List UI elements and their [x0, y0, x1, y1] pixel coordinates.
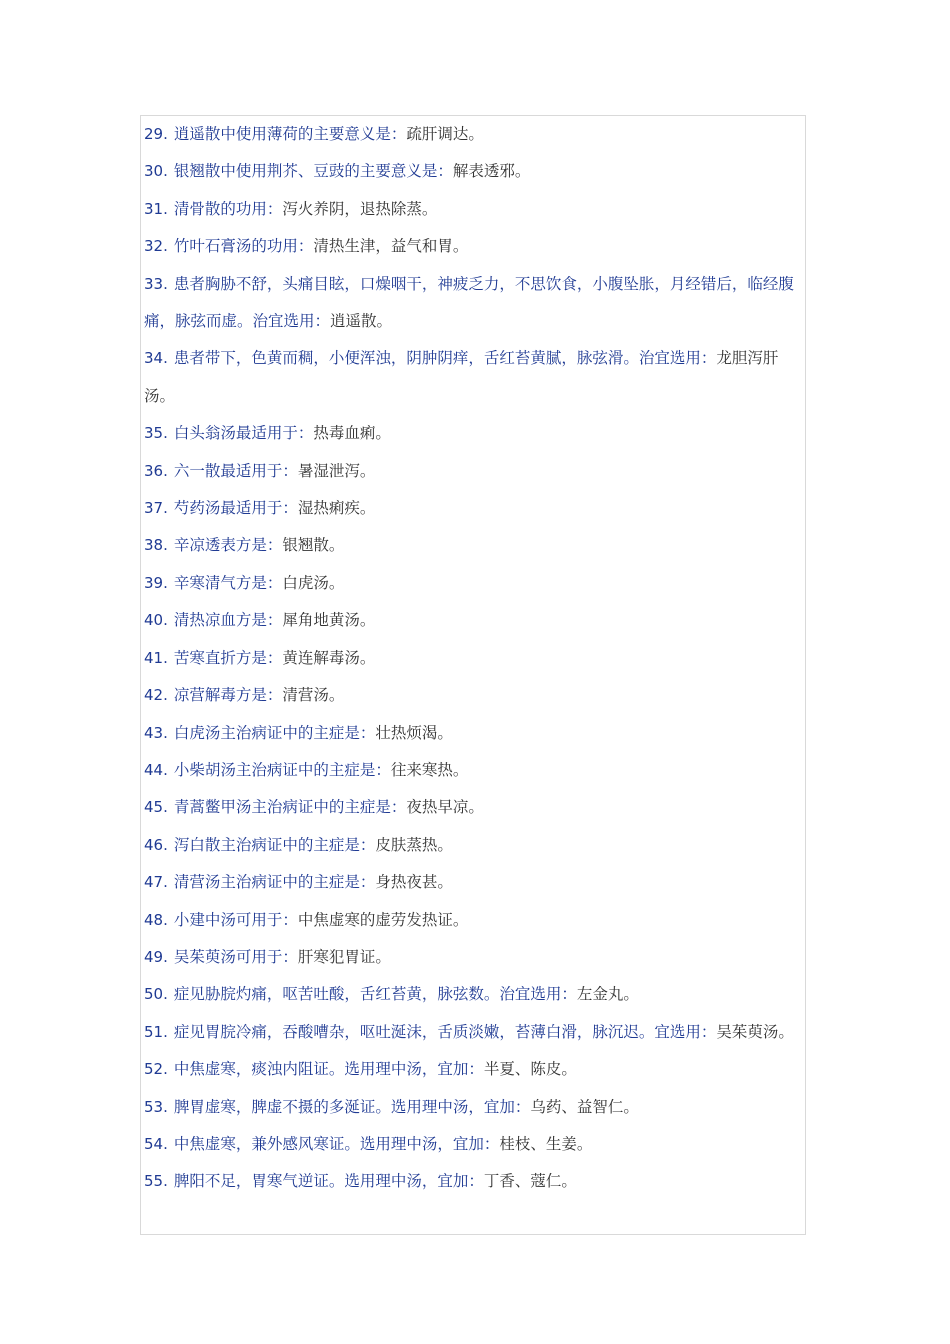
entry-answer: 清营汤。: [282, 686, 345, 705]
qa-entry: [144, 976, 799, 1013]
qa-entry: [144, 1089, 799, 1126]
entry-question: 苦寒直折方是：: [173, 648, 283, 667]
entry-number: 48.: [144, 910, 168, 929]
entry-number: 53.: [144, 1097, 168, 1116]
entry-answer: 逍遥散。: [330, 312, 393, 331]
entry-number: 33.: [144, 274, 168, 293]
entry-number: 31.: [144, 199, 168, 218]
qa-list: [144, 116, 799, 1201]
entry-question: 症见胁脘灼痛，呕苦吐酸，舌红苔黄，脉弦数。治宜选用：: [173, 985, 577, 1004]
entry-answer: 夜热早凉。: [406, 798, 484, 817]
entry-number: 51.: [144, 1022, 168, 1041]
entry-question: 青蒿鳖甲汤主治病证中的主症是：: [173, 798, 407, 817]
entry-question: 白虎汤主治病证中的主症是：: [173, 723, 376, 742]
entry-question: 症见胃脘冷痛，吞酸嘈杂，呕吐涎沫，舌质淡嫩，苔薄白滑，脉沉迟。宜选用：: [173, 1022, 717, 1041]
qa-entry: [144, 715, 799, 752]
qa-entry: [144, 939, 799, 976]
qa-entry: [144, 527, 799, 564]
entry-number: 36.: [144, 461, 168, 480]
qa-entry: [144, 602, 799, 639]
entry-question: 银翘散中使用荆芥、豆豉的主要意义是：: [173, 162, 453, 181]
entry-number: 52.: [144, 1060, 168, 1079]
entry-answer: 壮热烦渴。: [375, 723, 453, 742]
entry-answer: 泻火养阴，退热除蒸。: [282, 199, 438, 218]
entry-question: 清营汤主治病证中的主症是：: [173, 873, 376, 892]
entry-question: 吴茱萸汤可用于：: [173, 947, 298, 966]
entry-answer: 身热夜甚。: [375, 873, 453, 892]
entry-answer: 白虎汤。: [282, 573, 345, 592]
entry-answer: 皮肤蒸热。: [375, 835, 453, 854]
qa-entry: [144, 340, 799, 415]
qa-entry: [144, 1014, 799, 1051]
qa-entry: [144, 640, 799, 677]
entry-number: 44.: [144, 760, 168, 779]
entry-answer: 半夏、陈皮。: [483, 1060, 577, 1079]
entry-number: 47.: [144, 873, 168, 892]
entry-answer: 解表透邪。: [452, 162, 531, 181]
entry-number: 34.: [144, 349, 168, 368]
entry-question: 清骨散的功用：: [173, 199, 283, 218]
qa-entry: [144, 490, 799, 527]
entry-question: 脾胃虚寒，脾虚不摄的多涎证。选用理中汤，宜加：: [173, 1097, 531, 1116]
entry-question: 泻白散主治病证中的主症是：: [173, 835, 376, 854]
entry-answer: 热毒血痢。: [313, 424, 391, 443]
qa-entry: [144, 153, 799, 190]
qa-entry: [144, 415, 799, 452]
entry-question: 患者带下，色黄而稠，小便浑浊，阴肿阴痒，舌红苔黄腻，脉弦滑。治宜选用：: [173, 349, 717, 368]
entry-number: 49.: [144, 947, 168, 966]
entry-question: 凉营解毒方是：: [173, 686, 283, 705]
entry-number: 42.: [144, 686, 168, 705]
entry-answer: 黄连解毒汤。: [282, 648, 376, 667]
qa-entry: [144, 864, 799, 901]
qa-entry: [144, 565, 799, 602]
qa-entry: [144, 677, 799, 714]
entry-answer: 暑湿泄泻。: [297, 461, 376, 480]
entry-question: 逍遥散中使用薄荷的主要意义是：: [173, 125, 407, 143]
entry-number: 55.: [144, 1172, 168, 1191]
entry-question: 中焦虚寒，兼外感风寒证。选用理中汤，宜加：: [173, 1134, 500, 1153]
entry-number: 40.: [144, 611, 168, 630]
entry-number: 41.: [144, 648, 168, 667]
entry-answer: 疏肝调达。: [406, 125, 484, 143]
entry-number: 50.: [144, 985, 168, 1004]
qa-entry: [144, 1163, 799, 1200]
entry-answer: 中焦虚寒的虚劳发热证。: [297, 910, 469, 929]
entry-number: 45.: [144, 798, 168, 817]
entry-answer: 桂枝、生姜。: [499, 1134, 593, 1153]
entry-number: 38.: [144, 536, 168, 555]
entry-answer: 犀角地黄汤。: [282, 611, 376, 630]
entry-answer: 湿热痢疾。: [297, 499, 376, 518]
qa-entry: [144, 789, 799, 826]
entry-question: 辛凉透表方是：: [173, 536, 283, 555]
entry-number: 29.: [144, 125, 168, 143]
document-frame: [140, 115, 806, 1235]
qa-entry: [144, 228, 799, 265]
qa-entry: [144, 1051, 799, 1088]
entry-answer: 肝寒犯胃证。: [297, 947, 391, 966]
qa-entry: [144, 1126, 799, 1163]
entry-number: 39.: [144, 573, 168, 592]
entry-question: 脾阳不足，胃寒气逆证。选用理中汤，宜加：: [173, 1172, 484, 1191]
qa-entry: [144, 191, 799, 228]
entry-number: 46.: [144, 835, 168, 854]
entry-number: 43.: [144, 723, 168, 742]
entry-answer: 龙胆泻肝汤。: [144, 349, 779, 405]
qa-entry: [144, 453, 799, 490]
entry-number: 54.: [144, 1134, 168, 1153]
entry-question: 清热凉血方是：: [173, 611, 283, 630]
entry-question: 患者胸胁不舒，头痛目眩，口燥咽干，神疲乏力，不思饮食，小腹坠胀，月经错后，临经腹痛，脉弦而虚。治宜选用：: [144, 274, 794, 331]
entry-number: 30.: [144, 162, 168, 181]
entry-question: 辛寒清气方是：: [173, 573, 283, 592]
entry-answer: 银翘散。: [282, 536, 345, 555]
qa-entry: [144, 827, 799, 864]
entry-question: 中焦虚寒，痰浊内阻证。选用理中汤，宜加：: [173, 1060, 484, 1079]
entry-question: 白头翁汤最适用于：: [173, 424, 314, 443]
qa-entry: [144, 752, 799, 789]
entry-question: 小柴胡汤主治病证中的主症是：: [173, 760, 391, 779]
entry-answer: 往来寒热。: [390, 760, 469, 779]
entry-answer: 乌药、益智仁。: [530, 1097, 639, 1116]
entry-number: 32.: [144, 237, 168, 256]
entry-number: 37.: [144, 499, 168, 518]
entry-number: 35.: [144, 424, 168, 443]
entry-question: 小建中汤可用于：: [173, 910, 298, 929]
qa-entry: [144, 266, 799, 341]
qa-entry: [144, 116, 799, 153]
entry-answer: 丁香、蔻仁。: [483, 1172, 577, 1191]
qa-entry: [144, 902, 799, 939]
entry-answer: 吴茱萸汤。: [716, 1022, 794, 1041]
entry-answer: 清热生津，益气和胃。: [313, 237, 469, 256]
entry-question: 六一散最适用于：: [173, 461, 298, 480]
entry-question: 芍药汤最适用于：: [173, 499, 298, 518]
entry-question: 竹叶石膏汤的功用：: [173, 237, 314, 256]
entry-answer: 左金丸。: [576, 985, 639, 1004]
